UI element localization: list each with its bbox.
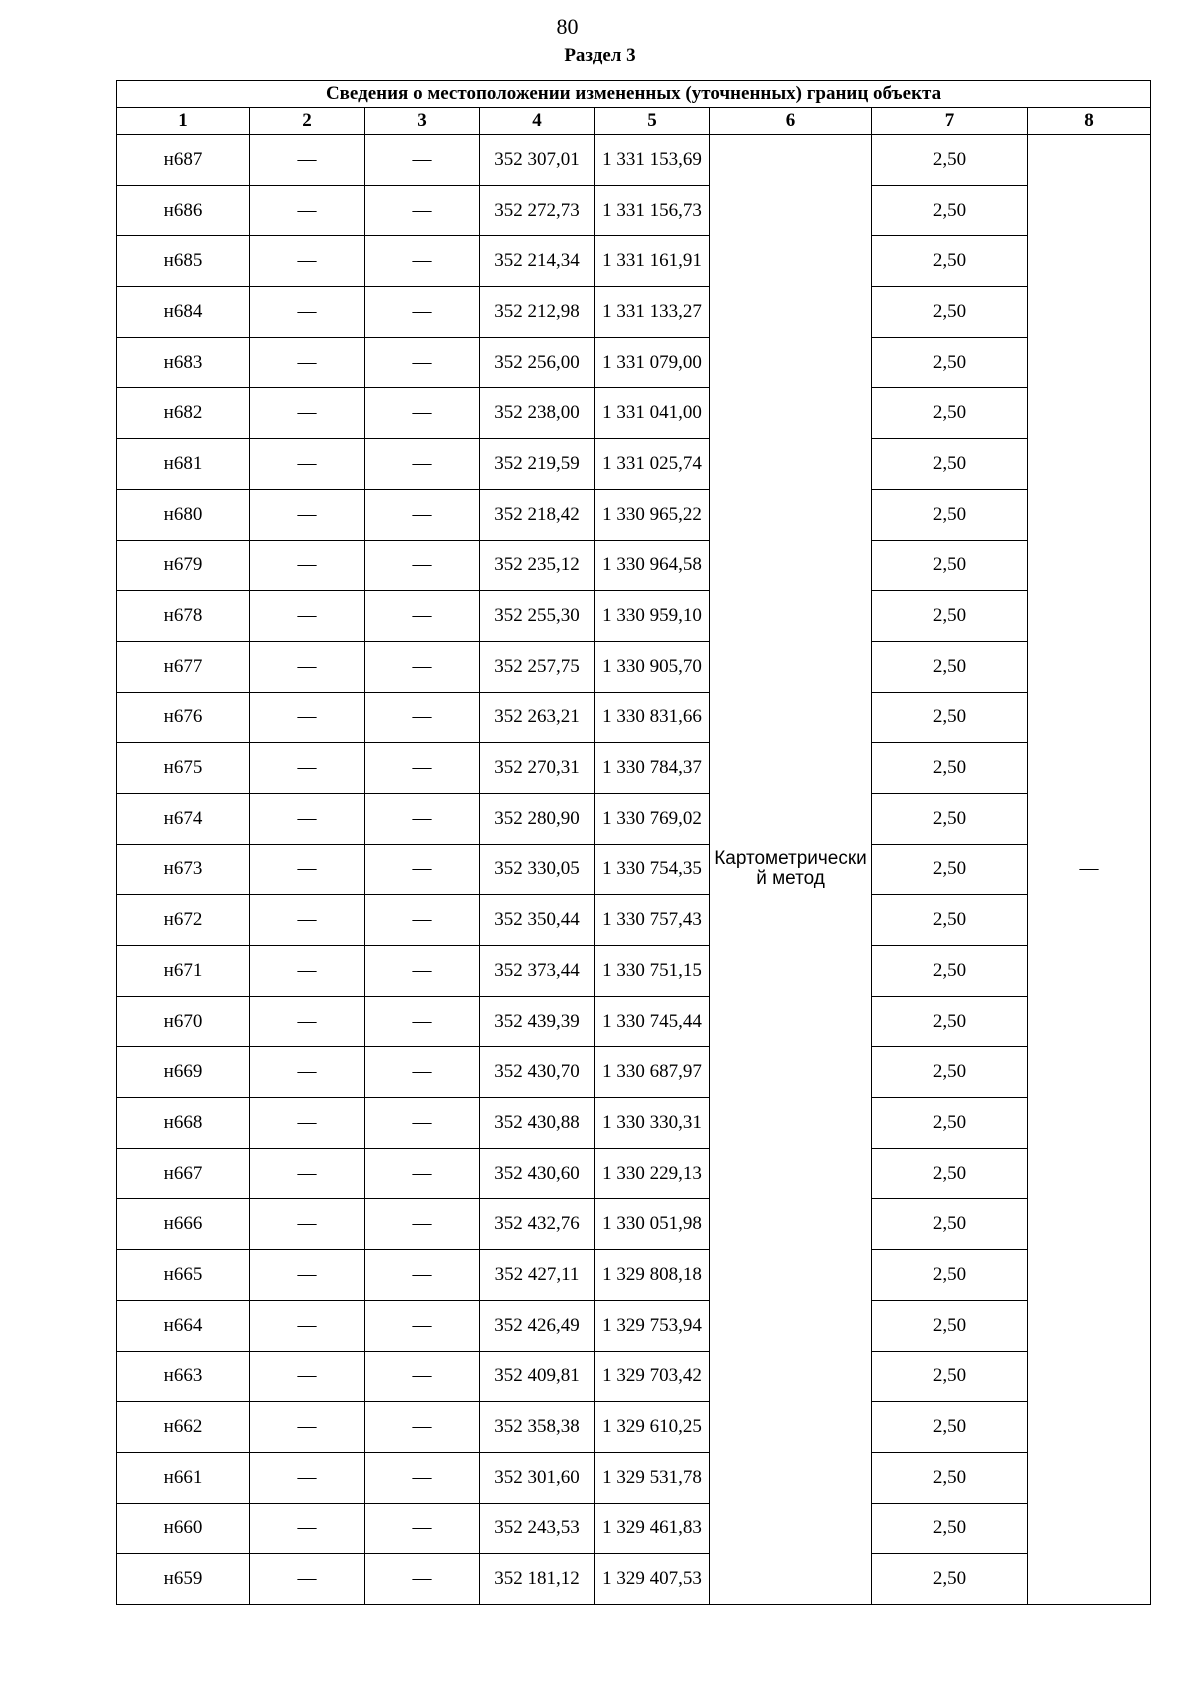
point-number: н676 (117, 692, 250, 743)
coordinate-y: 1 330 754,35 (595, 844, 710, 895)
dash-cell: — (250, 1199, 365, 1250)
accuracy-value: 2,50 (872, 236, 1028, 287)
coordinate-y: 1 329 461,83 (595, 1503, 710, 1554)
dash-cell: — (250, 996, 365, 1047)
coordinate-y: 1 330 905,70 (595, 641, 710, 692)
dash-cell: — (250, 1554, 365, 1605)
point-number: н680 (117, 489, 250, 540)
point-number: н663 (117, 1351, 250, 1402)
coordinate-y: 1 331 156,73 (595, 185, 710, 236)
dash-cell: — (365, 844, 480, 895)
point-number: н678 (117, 591, 250, 642)
point-number: н686 (117, 185, 250, 236)
accuracy-value: 2,50 (872, 591, 1028, 642)
accuracy-value: 2,50 (872, 692, 1028, 743)
coordinate-x: 352 256,00 (480, 337, 595, 388)
accuracy-value: 2,50 (872, 844, 1028, 895)
column-header: 5 (595, 108, 710, 135)
coordinate-x: 352 430,88 (480, 1098, 595, 1149)
dash-cell: — (365, 337, 480, 388)
point-number: н661 (117, 1452, 250, 1503)
boundary-coordinates-table (116, 80, 1151, 1605)
point-number: н664 (117, 1300, 250, 1351)
coordinate-y: 1 330 745,44 (595, 996, 710, 1047)
table-row (117, 1300, 1151, 1351)
column-header: 8 (1028, 108, 1151, 135)
accuracy-value: 2,50 (872, 996, 1028, 1047)
coordinate-y: 1 330 330,31 (595, 1098, 710, 1149)
point-number: н671 (117, 946, 250, 997)
dash-cell: — (365, 1554, 480, 1605)
dash-cell: — (365, 692, 480, 743)
coordinate-y: 1 330 964,58 (595, 540, 710, 591)
dash-cell: — (250, 1300, 365, 1351)
coordinate-x: 352 301,60 (480, 1452, 595, 1503)
column-header: 1 (117, 108, 250, 135)
coordinate-x: 352 427,11 (480, 1250, 595, 1301)
coordinate-y: 1 329 610,25 (595, 1402, 710, 1453)
dash-cell: — (250, 1047, 365, 1098)
accuracy-value: 2,50 (872, 1300, 1028, 1351)
dash-cell: — (365, 743, 480, 794)
table-row (117, 591, 1151, 642)
coordinate-x: 352 270,31 (480, 743, 595, 794)
coordinate-x: 352 235,12 (480, 540, 595, 591)
column-header: 3 (365, 108, 480, 135)
dash-cell: — (365, 591, 480, 642)
accuracy-value: 2,50 (872, 1250, 1028, 1301)
table-row (117, 895, 1151, 946)
coordinate-x: 352 181,12 (480, 1554, 595, 1605)
dash-cell: — (365, 1148, 480, 1199)
column-header: 2 (250, 108, 365, 135)
coordinate-x: 352 255,30 (480, 591, 595, 642)
coordinate-y: 1 329 703,42 (595, 1351, 710, 1402)
table-row (117, 641, 1151, 692)
dash-cell: — (365, 1098, 480, 1149)
dash-cell: — (365, 1300, 480, 1351)
accuracy-value: 2,50 (872, 540, 1028, 591)
point-number: н674 (117, 793, 250, 844)
table-row (117, 743, 1151, 794)
table-row (117, 1047, 1151, 1098)
coordinate-x: 352 280,90 (480, 793, 595, 844)
coordinate-x: 352 409,81 (480, 1351, 595, 1402)
accuracy-value: 2,50 (872, 641, 1028, 692)
table-row (117, 793, 1151, 844)
point-number: н677 (117, 641, 250, 692)
coordinate-x: 352 212,98 (480, 287, 595, 338)
method-text-line: Картометрически (714, 848, 867, 870)
accuracy-value: 2,50 (872, 337, 1028, 388)
table-row (117, 1098, 1151, 1149)
dash-cell: — (250, 388, 365, 439)
coordinate-x: 352 238,00 (480, 388, 595, 439)
point-number: н687 (117, 135, 250, 186)
dash-cell: — (365, 1402, 480, 1453)
dash-cell: — (365, 946, 480, 997)
method-text-line: й метод (756, 868, 825, 890)
point-number: н679 (117, 540, 250, 591)
table-row (117, 388, 1151, 439)
coordinate-y: 1 330 784,37 (595, 743, 710, 794)
dash-cell: — (250, 692, 365, 743)
accuracy-value: 2,50 (872, 1452, 1028, 1503)
dash-cell: — (250, 1098, 365, 1149)
accuracy-value: 2,50 (872, 489, 1028, 540)
column-header: 4 (480, 108, 595, 135)
dash-cell: — (250, 540, 365, 591)
table-row (117, 844, 1151, 895)
table-row (117, 1148, 1151, 1199)
accuracy-value: 2,50 (872, 1554, 1028, 1605)
coordinate-x: 352 257,75 (480, 641, 595, 692)
dash-cell: — (250, 1402, 365, 1453)
table-row (117, 1402, 1151, 1453)
point-number: н672 (117, 895, 250, 946)
dash-cell: — (365, 185, 480, 236)
dash-cell: — (250, 489, 365, 540)
dash-cell: — (365, 1047, 480, 1098)
dash-cell: — (250, 236, 365, 287)
table-row (117, 185, 1151, 236)
coordinate-y: 1 330 229,13 (595, 1148, 710, 1199)
accuracy-value: 2,50 (872, 1199, 1028, 1250)
coordinate-y: 1 330 831,66 (595, 692, 710, 743)
point-number: н683 (117, 337, 250, 388)
dash-cell: — (365, 895, 480, 946)
table-row (117, 287, 1151, 338)
point-number: н682 (117, 388, 250, 439)
table-row (117, 996, 1151, 1047)
dash-cell: — (250, 793, 365, 844)
dash-cell: — (250, 439, 365, 490)
accuracy-value: 2,50 (872, 287, 1028, 338)
point-number: н660 (117, 1503, 250, 1554)
accuracy-value: 2,50 (872, 1402, 1028, 1453)
accuracy-value: 2,50 (872, 743, 1028, 794)
point-number: н684 (117, 287, 250, 338)
dash-cell: — (365, 236, 480, 287)
table-row (117, 337, 1151, 388)
accuracy-value: 2,50 (872, 1351, 1028, 1402)
dash-cell: — (250, 1250, 365, 1301)
table-row (117, 439, 1151, 490)
coordinate-x: 352 218,42 (480, 489, 595, 540)
accuracy-value: 2,50 (872, 439, 1028, 490)
table-row (117, 946, 1151, 997)
coordinate-y: 1 331 079,00 (595, 337, 710, 388)
dash-cell: — (250, 844, 365, 895)
coordinate-x: 352 430,60 (480, 1148, 595, 1199)
accuracy-value: 2,50 (872, 388, 1028, 439)
dash-cell: — (365, 287, 480, 338)
table-row (117, 1452, 1151, 1503)
coordinate-x: 352 263,21 (480, 692, 595, 743)
coordinate-x: 352 373,44 (480, 946, 595, 997)
coordinate-y: 1 330 757,43 (595, 895, 710, 946)
dash-cell: — (250, 1351, 365, 1402)
dash-cell: — (365, 135, 480, 186)
dash-cell: — (250, 185, 365, 236)
accuracy-value: 2,50 (872, 946, 1028, 997)
table-row (117, 489, 1151, 540)
accuracy-value: 2,50 (872, 793, 1028, 844)
coordinate-y: 1 331 133,27 (595, 287, 710, 338)
dash-cell: — (250, 287, 365, 338)
coordinate-x: 352 219,59 (480, 439, 595, 490)
dash-cell: — (365, 1452, 480, 1503)
coordinate-x: 352 430,70 (480, 1047, 595, 1098)
table-row (117, 1503, 1151, 1554)
coordinate-y: 1 329 808,18 (595, 1250, 710, 1301)
column-header: 7 (872, 108, 1028, 135)
coordinate-y: 1 330 769,02 (595, 793, 710, 844)
coordinate-y: 1 331 153,69 (595, 135, 710, 186)
point-number: н665 (117, 1250, 250, 1301)
point-number: н667 (117, 1148, 250, 1199)
dash-cell: — (365, 489, 480, 540)
dash-cell: — (365, 388, 480, 439)
table-row (117, 692, 1151, 743)
coordinate-y: 1 330 959,10 (595, 591, 710, 642)
column-8-value: — (1028, 135, 1151, 1605)
table-row (117, 1199, 1151, 1250)
accuracy-value: 2,50 (872, 1148, 1028, 1199)
table-row (117, 1351, 1151, 1402)
dash-cell: — (250, 1148, 365, 1199)
point-number: н669 (117, 1047, 250, 1098)
coordinate-y: 1 330 687,97 (595, 1047, 710, 1098)
dash-cell: — (365, 1351, 480, 1402)
coordinate-y: 1 331 041,00 (595, 388, 710, 439)
dash-cell: — (250, 337, 365, 388)
dash-cell: — (250, 641, 365, 692)
dash-cell: — (365, 1503, 480, 1554)
coordinate-x: 352 307,01 (480, 135, 595, 186)
point-number: н681 (117, 439, 250, 490)
accuracy-value: 2,50 (872, 185, 1028, 236)
coordinate-y: 1 331 161,91 (595, 236, 710, 287)
table-row (117, 1554, 1151, 1605)
dash-cell: — (365, 641, 480, 692)
coordinate-y: 1 330 751,15 (595, 946, 710, 997)
coordinate-y: 1 329 407,53 (595, 1554, 710, 1605)
table-caption: Сведения о местоположении измененных (уточненных) границ объекта (117, 81, 1151, 108)
coordinate-y: 1 330 051,98 (595, 1199, 710, 1250)
accuracy-value: 2,50 (872, 1047, 1028, 1098)
dash-cell: — (365, 1199, 480, 1250)
coordinate-y: 1 329 753,94 (595, 1300, 710, 1351)
table-row (117, 1250, 1151, 1301)
coordinate-x: 352 243,53 (480, 1503, 595, 1554)
accuracy-value: 2,50 (872, 135, 1028, 186)
dash-cell: — (250, 743, 365, 794)
point-number: н685 (117, 236, 250, 287)
dash-cell: — (365, 1250, 480, 1301)
point-number: н659 (117, 1554, 250, 1605)
accuracy-value: 2,50 (872, 895, 1028, 946)
dash-cell: — (250, 135, 365, 186)
coordinate-y: 1 330 965,22 (595, 489, 710, 540)
dash-cell: — (365, 540, 480, 591)
coordinate-y: 1 329 531,78 (595, 1452, 710, 1503)
dash-cell: — (250, 895, 365, 946)
coordinate-x: 352 214,34 (480, 236, 595, 287)
point-number: н670 (117, 996, 250, 1047)
coordinate-x: 352 432,76 (480, 1199, 595, 1250)
coordinate-y: 1 331 025,74 (595, 439, 710, 490)
coordinate-x: 352 330,05 (480, 844, 595, 895)
point-number: н668 (117, 1098, 250, 1149)
coordinate-x: 352 439,39 (480, 996, 595, 1047)
method-cell (710, 135, 872, 1605)
coordinate-x: 352 358,38 (480, 1402, 595, 1453)
table-row (117, 540, 1151, 591)
dash-cell: — (250, 591, 365, 642)
point-number: н673 (117, 844, 250, 895)
point-number: н662 (117, 1402, 250, 1453)
accuracy-value: 2,50 (872, 1503, 1028, 1554)
coordinate-x: 352 350,44 (480, 895, 595, 946)
dash-cell: — (250, 946, 365, 997)
coordinate-x: 352 426,49 (480, 1300, 595, 1351)
point-number: н675 (117, 743, 250, 794)
column-header: 6 (710, 108, 872, 135)
coordinate-x: 352 272,73 (480, 185, 595, 236)
accuracy-value: 2,50 (872, 1098, 1028, 1149)
dash-cell: — (365, 439, 480, 490)
dash-cell: — (250, 1452, 365, 1503)
table-row (117, 236, 1151, 287)
column-header-row (117, 108, 1151, 135)
dash-cell: — (365, 793, 480, 844)
table-row (117, 135, 1151, 186)
dash-cell: — (250, 1503, 365, 1554)
page-number: 80 (556, 14, 579, 39)
dash-cell: — (365, 996, 480, 1047)
section-title: Раздел 3 (564, 45, 636, 66)
point-number: н666 (117, 1199, 250, 1250)
